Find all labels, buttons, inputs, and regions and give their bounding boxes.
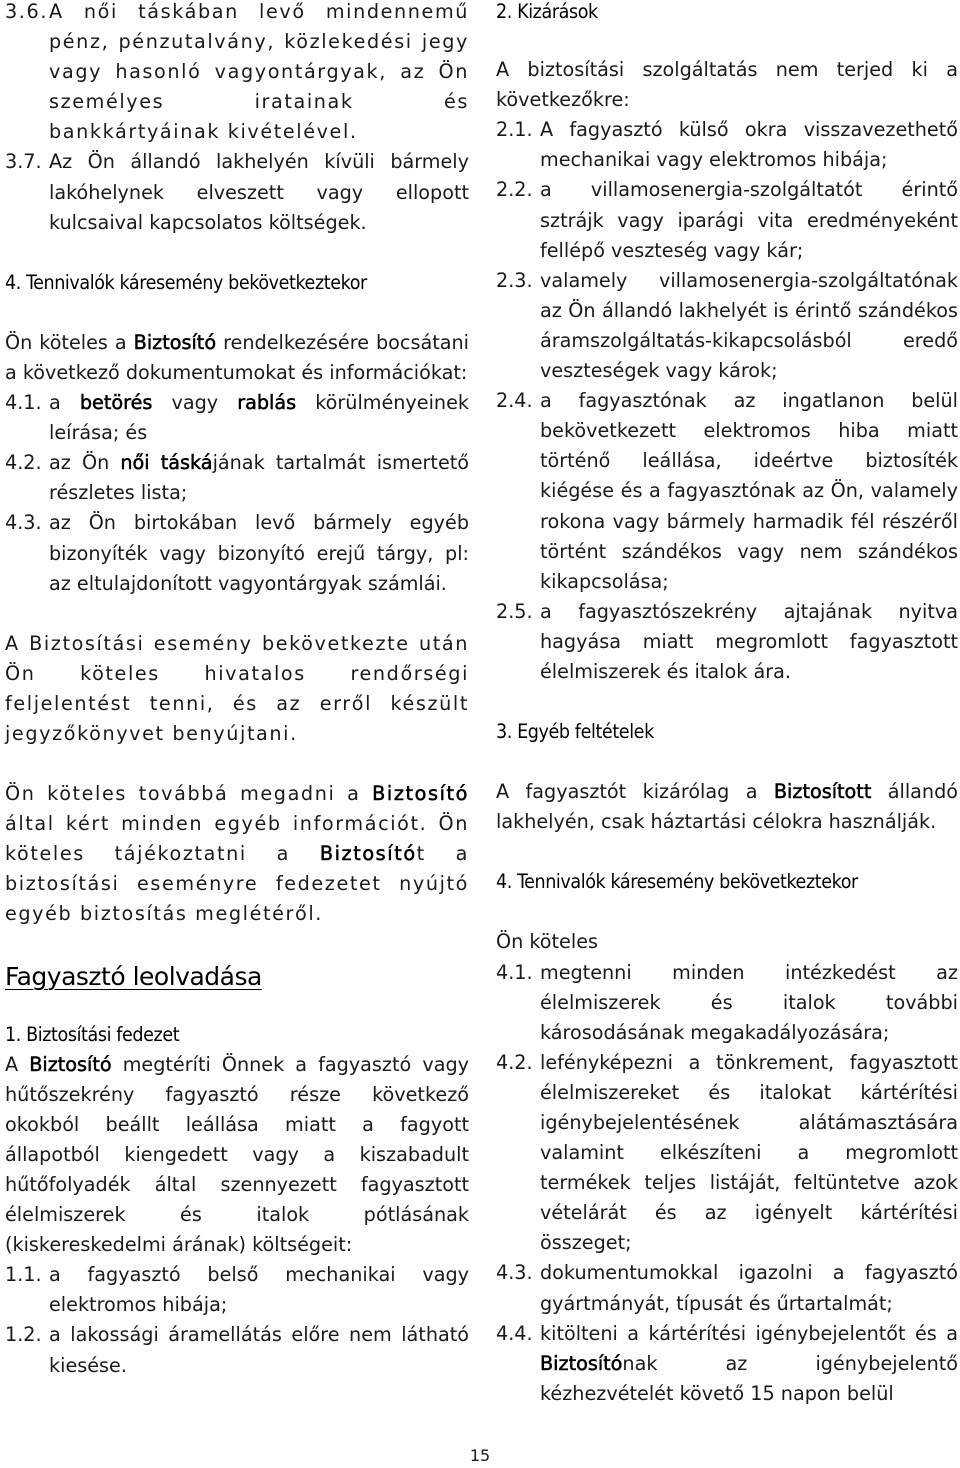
list-item: 4.3. az Ön birtokában levő bármely egyéb bizonyíték vagy bizonyító erejű tárgy, pl: az eltulajdonított vagyontárgyak számlái. bbox=[5, 511, 469, 595]
page-number: 15 bbox=[469, 1446, 491, 1465]
item-number: 3.6. bbox=[5, 0, 49, 23]
item-text: Az Ön állandó lakhelyén kívüli bármely lakóhelynek elveszett vagy ellopott kulcsaival kapcsolatos költségek. bbox=[49, 150, 469, 234]
list-item: 1.2. a lakossági áramellátás előre nem látható kiesése. bbox=[5, 1323, 469, 1377]
list-item: 2.4. a fagyasztónak az ingatlanon belül bekövetkezett elektromos hiba miatt történő leállása, ideértve biztosíték kiégése és a fagyasztónak az Ön, valamely rokona vagy bármely harmadik fél részéről történt szándékos vagy nem szándékos kikapcsolása; bbox=[496, 389, 958, 593]
paragraph: Ön köteles bbox=[496, 930, 598, 954]
list-item: 2.5. a fagyasztószekrény ajtajának nyitva hagyása miatt megromlott fagyasztott élelmiszerek és italok ára. bbox=[496, 599, 958, 683]
list-item: 1.1. a fagyasztó belső mechanikai vagy elektromos hibája; bbox=[5, 1263, 469, 1317]
list-item: 4.1. megtenni minden intézkedést az élelmiszerek és italok további károsodásának megakadályozására; bbox=[496, 960, 958, 1044]
list-item: 4.2. az Ön női táskájának tartalmát ismertető részletes lista; bbox=[5, 451, 470, 505]
list-item: 4.3. dokumentumokkal igazolni a fagyasztó gyártmányát, típusát és űrtartalmát; bbox=[496, 1261, 958, 1315]
paragraph: Ön köteles továbbá megadni a Biztosító által kért minden egyéb információt. Ön köteles tájékoztatni a Biztosítót a biztosítási eseményre fedezetet nyújtó egyéb biztosítás meglétéről. bbox=[5, 782, 469, 926]
list-item: 2.2. a villamosenergia-szolgáltatót érintő sztrájk vagy iparági vita eredményeként fellépő veszteség vagy kár; bbox=[496, 178, 958, 262]
list-item: 4.1. a betörés vagy rablás körülményeinek leírása; és bbox=[5, 391, 470, 445]
paragraph: A fagyasztót kizárólag a Biztosított állandó lakhelyén, csak háztartási célokra használják. bbox=[496, 780, 958, 834]
paragraph: A biztosítási szolgáltatás nem terjed ki a következőkre: bbox=[496, 58, 958, 112]
right-column bbox=[496, 0, 958, 1409]
left-column bbox=[5, 0, 469, 1381]
list-item bbox=[5, 0, 469, 147]
section-heading: 4. Tennivalók káresemény bekövetkeztekor bbox=[496, 870, 858, 894]
paragraph: A Biztosító megtéríti Önnek a fagyasztó vagy hűtőszekrény fagyasztó része következő okokból beállt leállása miatt a fagyott állapotból kiengedett vagy a kiszabadult hűtőfolyadék által szennyezett fagyasztott élelmiszerek és italok pótlásának (kiskereskedelmi árának) költségeit: bbox=[5, 1052, 469, 1257]
list-item: 4.4. kitölteni a kártérítési igénybejelentőt és a Biztosítónak az igénybejelentő kézhezvételét követő 15 napon belül bbox=[496, 1321, 958, 1405]
list-item: 2.1. A fagyasztó külső okra visszavezethető mechanikai vagy elektromos hibája; bbox=[496, 118, 958, 172]
section-heading: 1. Biztosítási fedezet bbox=[5, 1022, 180, 1046]
section-heading: 3. Egyéb feltételek bbox=[496, 720, 654, 744]
paragraph: A Biztosítási esemény bekövetkezte után Ön köteles hivatalos rendőrségi feljelentést tenni, és az erről készült jegyzőkönyvet benyújtani. bbox=[5, 631, 469, 745]
item-number: 3.7. bbox=[5, 150, 42, 174]
item-text: A női táskában levő mindennemű pénz, pénzutalvány, közlekedési jegy vagy hasonló vagyontárgyak, az Ön személyes iratainak és bankkártyáinak kivételével. bbox=[49, 0, 469, 144]
list-item: 2.3. valamely villamosenergia-szolgáltatónak az Ön állandó lakhelyét is érintő szándékos áramszolgáltatás-kikapcsolásból eredő veszteségek vagy károk; bbox=[496, 268, 958, 383]
list-item: 4.2. lefényképezni a tönkrement, fagyasztott élelmiszereket és italokat kártérítési igénybejelentésének alátámasztására valamint elkészíteni a megromlott termékek teljes listáját, feltüntetve azok vételárát és az igényelt kártérítési összeget; bbox=[496, 1050, 958, 1255]
section-heading: 4. Tennivalók káresemény bekövetkeztekor bbox=[5, 270, 367, 294]
paragraph: Ön köteles a Biztosító rendelkezésére bocsátani a következő dokumentumokat és információkat: bbox=[5, 330, 470, 384]
section-heading: 2. Kizárások bbox=[496, 0, 598, 23]
list-item bbox=[5, 147, 469, 237]
main-heading: Fagyasztó leolvadása bbox=[5, 961, 262, 991]
